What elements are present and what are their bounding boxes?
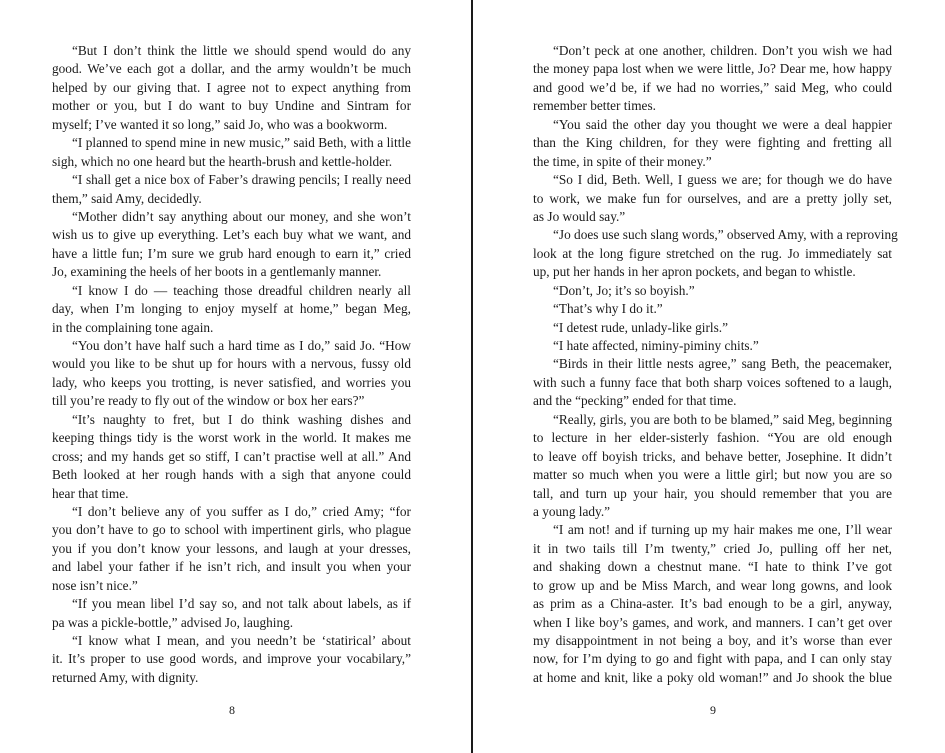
- page-number-right: 9: [710, 703, 716, 717]
- text-line: “I hate affected, niminy-piminy chits.”: [553, 338, 759, 353]
- text-line: till you’re ready to fly out of the window or box her ears?”: [52, 393, 365, 409]
- text-line: to work, we make fun for ourselves, and are a pretty jolly set,: [533, 190, 892, 206]
- text-line: “I know what I mean, and you needn’t be ‘statirical’ about: [72, 633, 411, 648]
- text-line: with such a funny face that both sharp voices softened to a laugh,: [533, 374, 892, 390]
- text-line: you don’t have to go to school with impertinent girls, who plague: [52, 522, 411, 538]
- text-line: Beth looked at her rough hands with a sigh that anyone could: [52, 467, 411, 483]
- text-line: lady, who keeps you trotting, is never satisfied, and worries you: [52, 374, 411, 390]
- text-line: would you like to be shut up for hours with a nervous, fussy old: [52, 356, 411, 372]
- text-line: and good we’d be, if we had no worries,” said Meg, who could: [533, 79, 892, 95]
- page-number-left: 8: [229, 703, 235, 717]
- text-line: them,” said Amy, decidedly.: [52, 190, 202, 206]
- text-line: keeping things tidy is the worst work in the world. It makes me: [52, 430, 411, 446]
- text-line: to grow up and be Miss March, and wear long gowns, and look: [533, 577, 892, 593]
- text-line: in the complaining tone again.: [52, 319, 214, 335]
- text-line: “I detest rude, unlady-like girls.”: [553, 319, 729, 335]
- text-line: good. We’ve each got a dollar, and the army wouldn’t be much: [52, 61, 411, 77]
- text-line: “I shall get a nice box of Faber’s drawing pencils; I really need: [72, 172, 411, 188]
- text-line: as Jo would say.”: [533, 208, 626, 224]
- text-line: it. It’s proper to use good words, and improve your vocabilary,”: [52, 651, 411, 667]
- text-line: nose isn’t nice.”: [52, 577, 138, 593]
- text-line: returned Amy, with dignity.: [52, 669, 199, 685]
- text-line: “You don’t have half such a hard time as I do,” said Jo. “How: [72, 338, 411, 353]
- text-line: look at the long figure stretched on the rug. Jo immediately sat: [533, 245, 892, 261]
- text-line: “Don’t peck at one another, children. Don’t you wish we had: [553, 43, 892, 58]
- text-line: and the “pecking” ended for that time.: [533, 393, 737, 409]
- text-line: cross; and my hands get so stiff, I can’t practise well at all.” And: [52, 448, 411, 464]
- text-line: “It’s naughty to fret, but I do think washing dishes and: [72, 411, 411, 427]
- text-line: remember better times.: [533, 98, 656, 114]
- text-line: “Birds in their little nests agree,” sang Beth, the peacemaker,: [553, 356, 892, 372]
- text-line: have a little fun; I’m sure we grub hard enough to earn it,” cried: [52, 245, 411, 261]
- text-line: when I like boy’s games, and work, and manners. I can’t get over: [533, 614, 892, 630]
- page-gutter-divider: [471, 0, 473, 753]
- text-line: tall, and turn up your hair, you should remember that you are: [533, 485, 892, 501]
- text-line: “I don’t believe any of you suffer as I do,” cried Amy; “for: [72, 503, 411, 519]
- text-line: day, when I’m longing to enjoy myself at home,” began Meg,: [52, 301, 411, 317]
- text-line: “That’s why I do it.”: [553, 301, 663, 317]
- text-line: helped by our giving that. I agree not to expect anything from: [52, 79, 411, 95]
- text-line: to lecture in her elder-sisterly fashion. “You are old enough: [533, 430, 892, 446]
- text-line: a young lady.”: [533, 503, 611, 519]
- text-line: mother or you, but I do want to buy Undine and Sintram for: [52, 98, 411, 114]
- text-line: now, for I’m dying to go and fight with papa, and I can only stay: [533, 651, 892, 667]
- text-line: “Jo does use such slang words,” observed Amy, with a reproving: [553, 227, 898, 243]
- text-line: up, put her hands in her apron pockets, and began to whistle.: [533, 264, 856, 280]
- text-line: as prim as a China-aster. It’s bad enough to be a girl, anyway,: [533, 596, 892, 612]
- text-line: sigh, which no one heard but the hearth-brush and kettle-holder.: [52, 153, 393, 169]
- text-line: you if you don’t know your lessons, and laugh at your dresses,: [52, 540, 411, 556]
- text-line: Jo, examining the heels of her boots in a gentlemanly manner.: [52, 264, 382, 280]
- text-line: “I am not! and if turning up my hair makes me one, I’ll wear: [553, 522, 892, 538]
- text-line: the time, in spite of their money.”: [533, 153, 712, 169]
- text-line: wish us to give up everything. Let’s each buy what we want, and: [52, 227, 411, 243]
- text-line: “Don’t, Jo; it’s so boyish.”: [553, 282, 695, 298]
- text-line: and label your father if he isn’t rich, and insult you when your: [52, 559, 411, 575]
- text-line: pa was a pickle-bottle,” advised Jo, laughing.: [52, 614, 294, 630]
- text-line: hear that time.: [52, 485, 129, 501]
- text-line: myself; I’ve wanted it so long,” said Jo, who was a bookworm.: [52, 116, 388, 132]
- text-line: at home and knit, like a poky old woman!” and Jo shook the blue: [533, 669, 892, 685]
- text-line: my disappointment in not being a boy, and it’s worse than ever: [533, 633, 892, 648]
- right-page-text: [533, 42, 898, 687]
- text-line: than the King children, for they were fighting and fretting all: [533, 135, 892, 151]
- text-line: “You said the other day you thought we were a deal happier: [553, 116, 892, 132]
- text-line: “If you mean libel I’d say so, and not talk about labels, as if: [72, 596, 411, 612]
- text-line: matter so much when you were a little girl; but now you are so: [533, 467, 892, 483]
- text-line: and shaking down a chestnut mane. “I hate to think I’ve got: [533, 559, 892, 575]
- text-line: “I planned to spend mine in new music,” said Beth, with a little: [72, 135, 411, 151]
- left-page-text: [52, 42, 411, 687]
- text-line: “So I did, Beth. Well, I guess we are; for though we do have: [553, 172, 892, 188]
- text-line: “Really, girls, you are both to be blamed,” said Meg, beginning: [553, 411, 892, 427]
- text-line: it in two tails till I’m twenty,” cried Jo, pulling off her net,: [533, 540, 892, 556]
- text-line: to leave off boyish tricks, and behave better, Josephine. It didn’t: [533, 448, 892, 464]
- text-line: “Mother didn’t say anything about our money, and she won’t: [72, 208, 411, 224]
- text-line: the money papa lost when we were little, Jo? Dear me, how happy: [533, 61, 892, 77]
- text-line: “I know I do — teaching those dreadful children nearly all: [72, 282, 411, 298]
- text-line: “But I don’t think the little we should spend would do any: [72, 43, 411, 58]
